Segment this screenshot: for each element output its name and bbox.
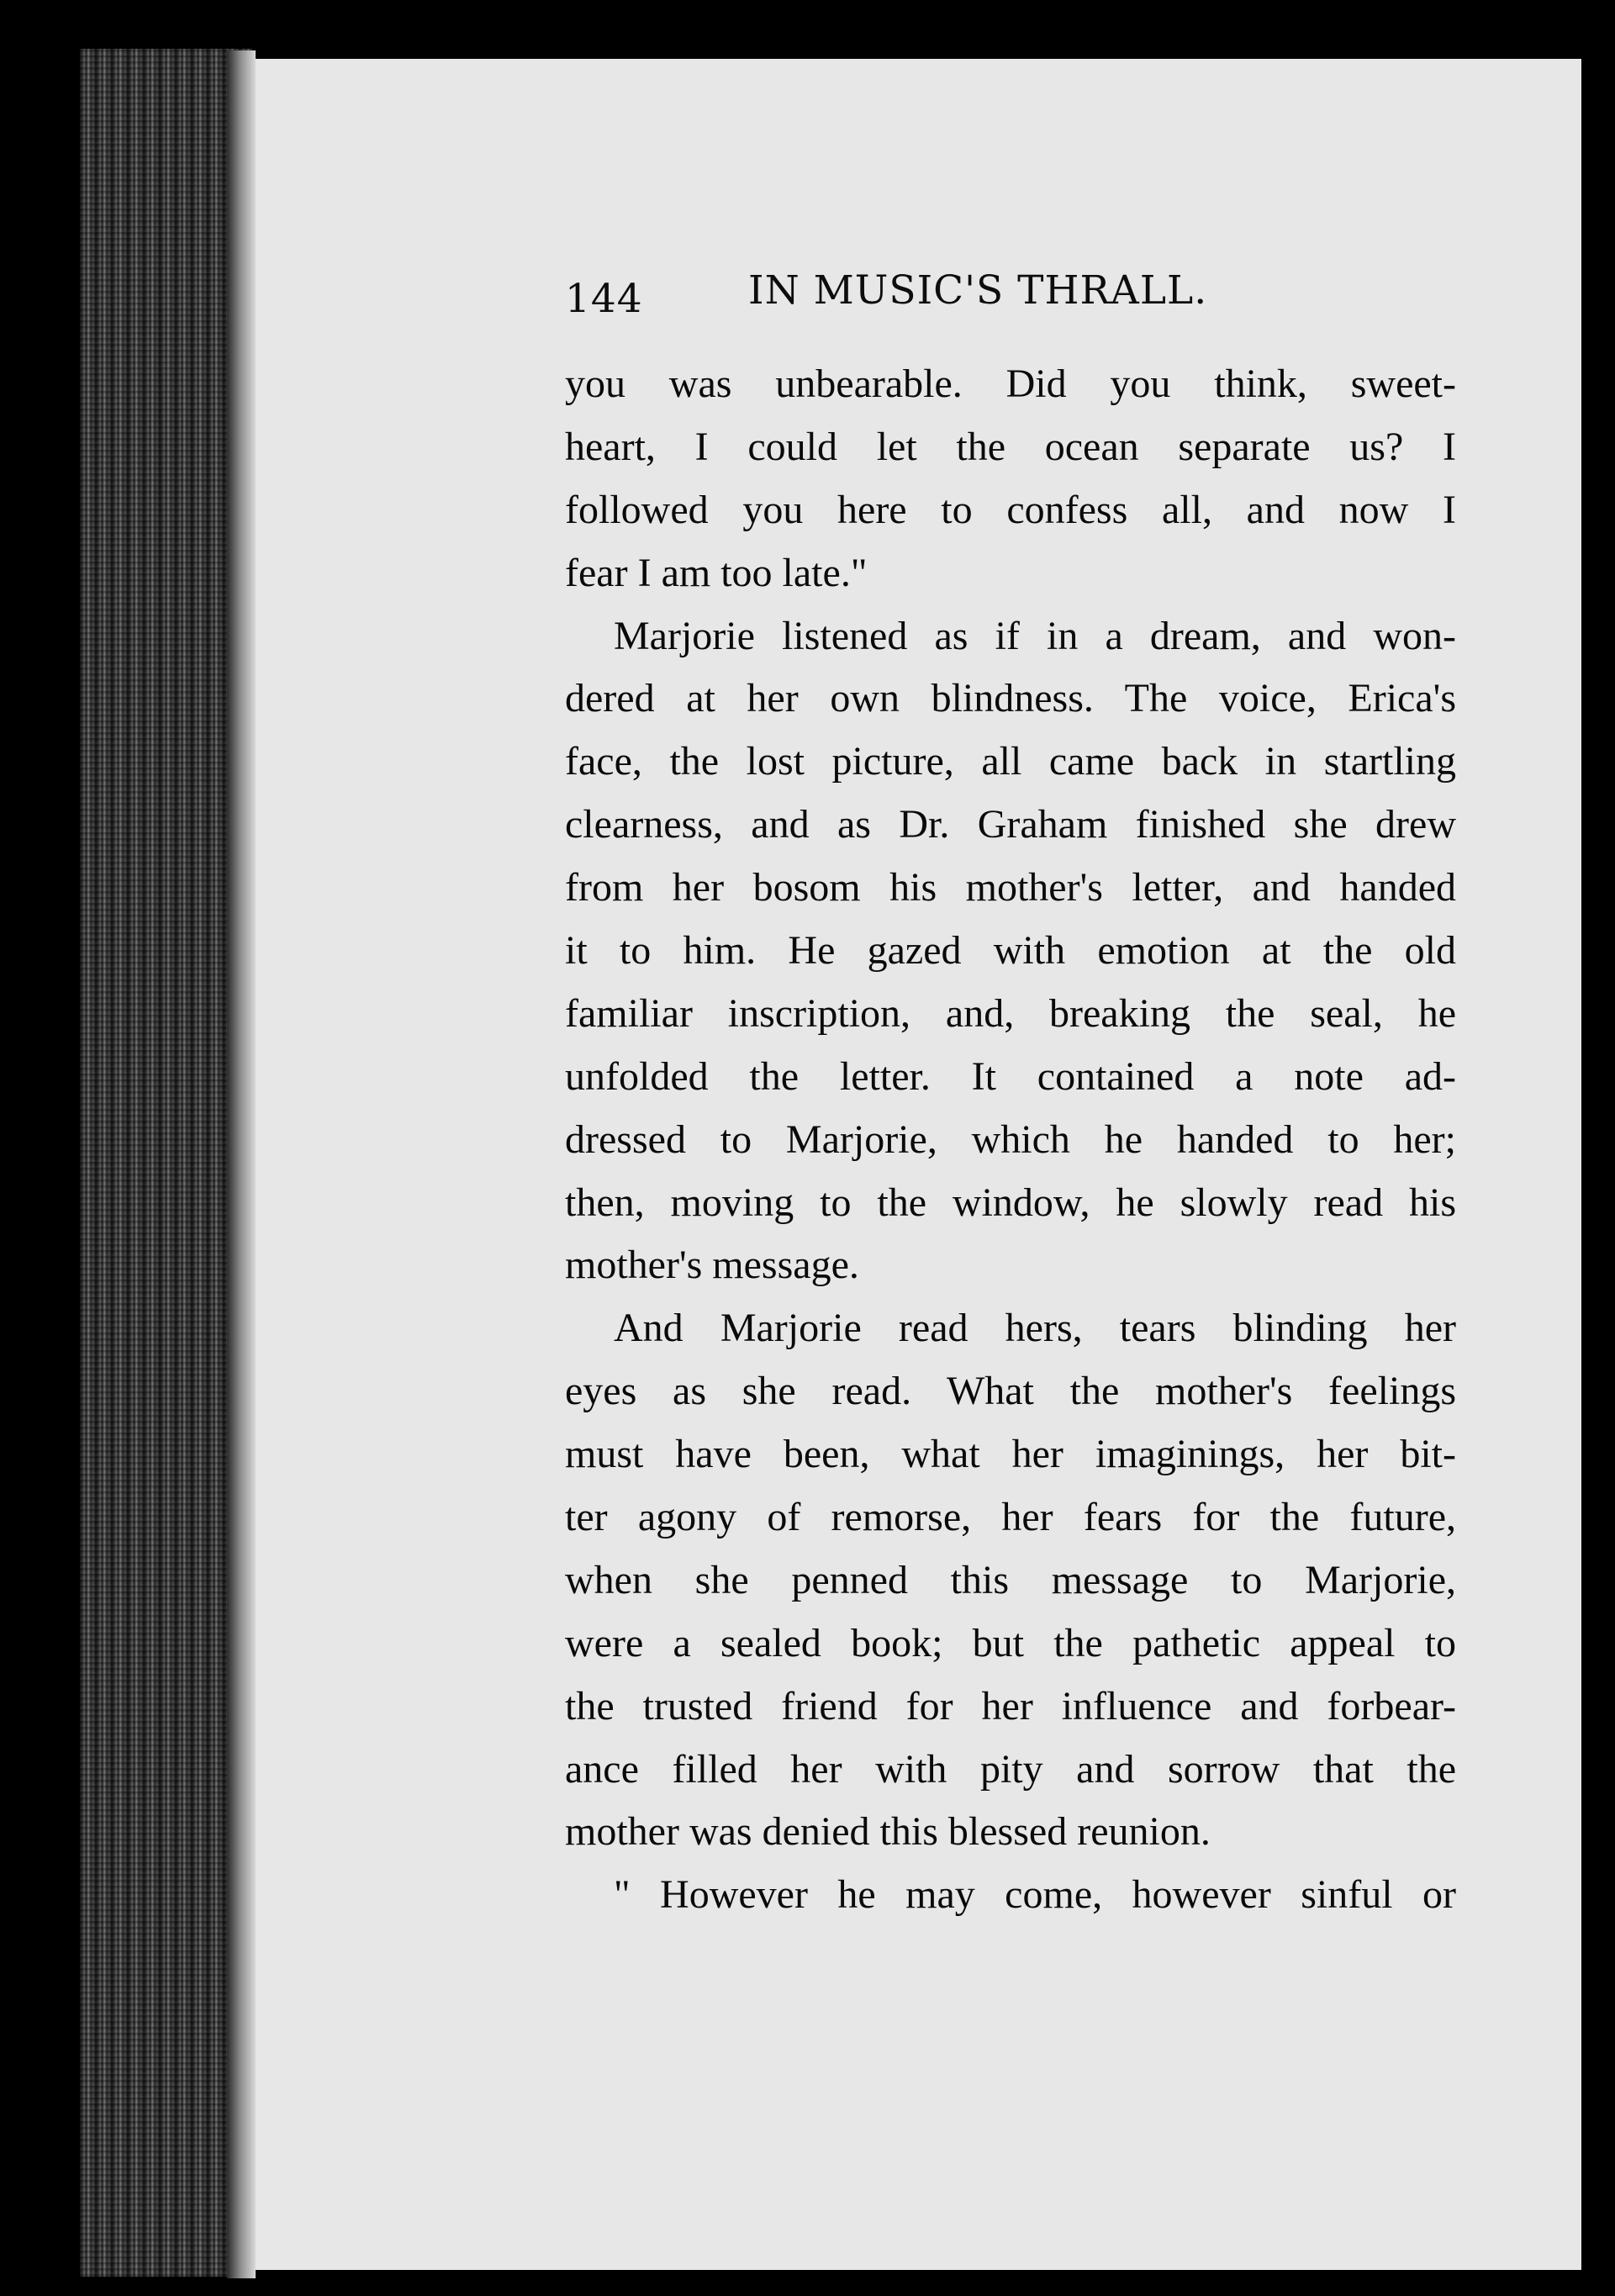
text-line: fear I am too late." [565, 550, 868, 595]
text-line: And Marjorie read hers, tears blinding her [614, 1306, 1456, 1351]
text-line: unfolded the letter. It contained a note ad- [565, 1053, 1456, 1099]
text-line: must have been, what her imaginings, her bit- [565, 1432, 1456, 1477]
text-line: it to him. He gazed with emotion at the old [565, 928, 1456, 974]
text-line: then, moving to the window, he slowly read his [565, 1180, 1456, 1225]
text-line: Marjorie listened as if in a dream, and won- [614, 613, 1456, 658]
text-line: mother's message. [565, 1243, 859, 1288]
text-line: clearness, and as Dr. Graham finished she drew [565, 802, 1456, 847]
text-line: you was unbearable. Did you think, sweet- [565, 362, 1456, 406]
text-line: were a sealed book; but the pathetic appeal to [565, 1620, 1456, 1665]
text-line: followed you here to confess all, and now I [565, 487, 1456, 532]
running-head: IN MUSIC'S THRALL. [748, 267, 1208, 314]
body-text [565, 353, 1456, 1927]
text-line: face, the lost picture, all came back in startling [565, 739, 1456, 784]
text-line: mother was denied this blessed reunion. [565, 1809, 1211, 1855]
text-line: dressed to Marjorie, which he handed to her; [565, 1116, 1456, 1162]
text-line: eyes as she read. What the mother's feelings [565, 1369, 1456, 1414]
text-line: when she penned this message to Marjorie, [565, 1557, 1456, 1602]
text-line: dered at her own blindness. The voice, Erica's [565, 676, 1456, 721]
page-gutter-shadow [227, 50, 256, 2278]
text-line: ance filled her with pity and sorrow that the [565, 1746, 1456, 1792]
page-number: 144 [565, 276, 643, 322]
text-line: ter agony of remorse, her fears for the future, [565, 1495, 1456, 1540]
text-line: from her bosom his mother's letter, and handed [565, 865, 1456, 910]
text-line: heart, I could let the ocean separate us? I [565, 424, 1456, 469]
text-line: familiar inscription, and, breaking the seal, he [565, 990, 1456, 1036]
page-header [565, 267, 1263, 326]
text-line: the trusted friend for her influence and forbear- [565, 1683, 1456, 1729]
text-line: " However he may come, however sinful or [614, 1872, 1456, 1918]
